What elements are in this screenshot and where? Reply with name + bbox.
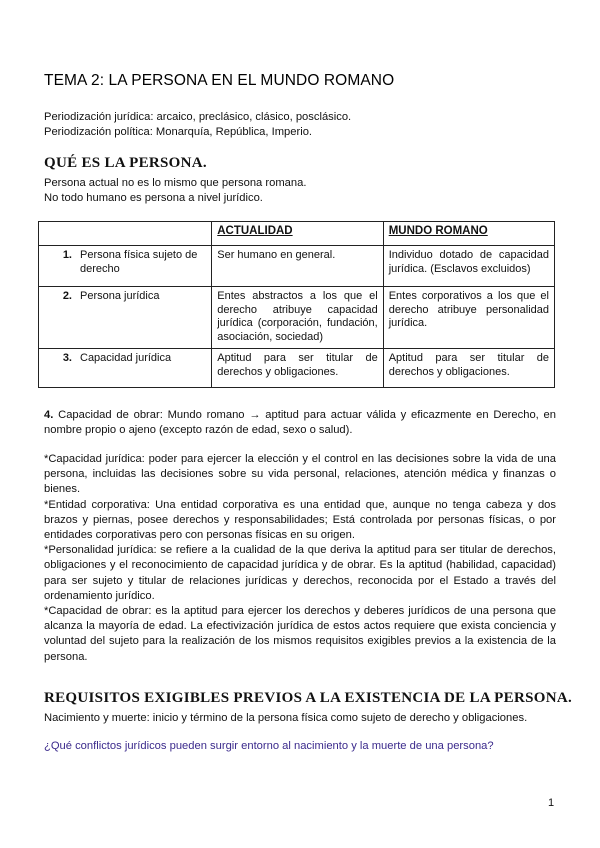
row-label: Persona jurídica	[80, 290, 160, 302]
point-number: 4.	[44, 409, 54, 421]
row-label: Persona física sujeto de derecho	[80, 249, 198, 275]
definition-paragraph: *Capacidad de obrar: es la aptitud para ejercer los derechos y deberes jurídicos de una persona que alcanza la mayoría de edad. La efectivización jurídica de estos actos requiere que exista conciencia y voluntad del sujeto para la realización de los mismos requisitos exigibles previos a la existencia de la persona.	[44, 605, 556, 663]
definition-paragraph: *Entidad corporativa: Una entidad corporativa es una entidad que, aunque no tenga cabeza y dos brazos y piernas, posee derechos y responsabilidades; Está controlada por personas físicas, o por entidades corporativas pero con personas físicas en su origen.	[44, 498, 556, 542]
section-heading-requisitos: REQUISITOS EXIGIBLES PREVIOS A LA EXISTENCIA DE LA PERSONA.	[44, 690, 573, 706]
page-number: 1	[548, 797, 555, 809]
definition-paragraph: *Personalidad jurídica: se refiere a la cualidad de la que deriva la aptitud para ser titular de derechos, obligaciones y el reconocimiento de capacidad jurídica y de obrar. Es la aptitud (habilidad, capacidad) para ser sujeto y titular de relaciones jurídicas y derechos, reconocida por el Estado a través del ordenamiento jurídico.	[44, 544, 556, 602]
table-header-row	[39, 222, 555, 246]
definition-paragraph: *Capacidad jurídica: poder para ejercer la elección y el control en las decisiones sobre la vida de una persona, incluidas las decisiones sobre su vida personal, relaciones, atención médica y finanzas o bienes.	[44, 453, 556, 496]
definitions-block	[44, 452, 556, 665]
intro-line: Periodización política: Monarquía, República, Imperio.	[44, 126, 313, 138]
point-text: Capacidad de obrar: Mundo romano → aptitud para actuar válida y eficazmente en Derecho, en nombre propio o ajeno (excepto razón de edad, sexo o salud).	[44, 409, 556, 437]
comparison-table	[38, 221, 555, 388]
section1-line: Persona actual no es lo mismo que persona romana.	[44, 177, 307, 189]
table-row	[39, 246, 555, 287]
row-label: Capacidad jurídica	[80, 352, 172, 364]
row-number: 3.	[62, 352, 72, 364]
section-heading-que-es-persona: QUÉ ES LA PERSONA.	[44, 155, 207, 171]
table-header-cell	[39, 222, 212, 246]
table-cell: Entes corporativos a los que el derecho atribuye personalidad jurídica.	[383, 287, 554, 349]
table-cell: Aptitud para ser titular de derechos y obligaciones.	[383, 349, 554, 388]
table-header-cell: ACTUALIDAD	[212, 222, 383, 246]
table-header-cell: MUNDO ROMANO	[383, 222, 554, 246]
row-number: 1.	[62, 249, 72, 261]
table-cell-label	[39, 349, 212, 388]
row-number: 2.	[62, 290, 72, 302]
table-cell: Individuo dotado de capacidad jurídica. (Esclavos excluidos)	[383, 246, 554, 287]
section2-line: Nacimiento y muerte: inicio y término de la persona física como sujeto de derecho y obligaciones.	[44, 712, 528, 724]
table-row	[39, 287, 555, 349]
question-link[interactable]: ¿Qué conflictos jurídicos pueden surgir entorno al nacimiento y la muerte de una persona?	[44, 740, 494, 752]
table-cell-label	[39, 246, 212, 287]
table-cell-label	[39, 287, 212, 349]
point-4-paragraph	[44, 408, 556, 438]
table-cell: Ser humano en general.	[212, 246, 383, 287]
table-row	[39, 349, 555, 388]
intro-line: Periodización jurídica: arcaico, preclásico, clásico, posclásico.	[44, 111, 352, 123]
document-title: TEMA 2: LA PERSONA EN EL MUNDO ROMANO	[44, 72, 395, 89]
section1-line: No todo humano es persona a nivel jurídico.	[44, 192, 263, 204]
table-cell: Aptitud para ser titular de derechos y obligaciones.	[212, 349, 383, 388]
table-cell: Entes abstractos a los que el derecho atribuye capacidad jurídica (corporación, fundación, asociación, sociedad)	[212, 287, 383, 349]
